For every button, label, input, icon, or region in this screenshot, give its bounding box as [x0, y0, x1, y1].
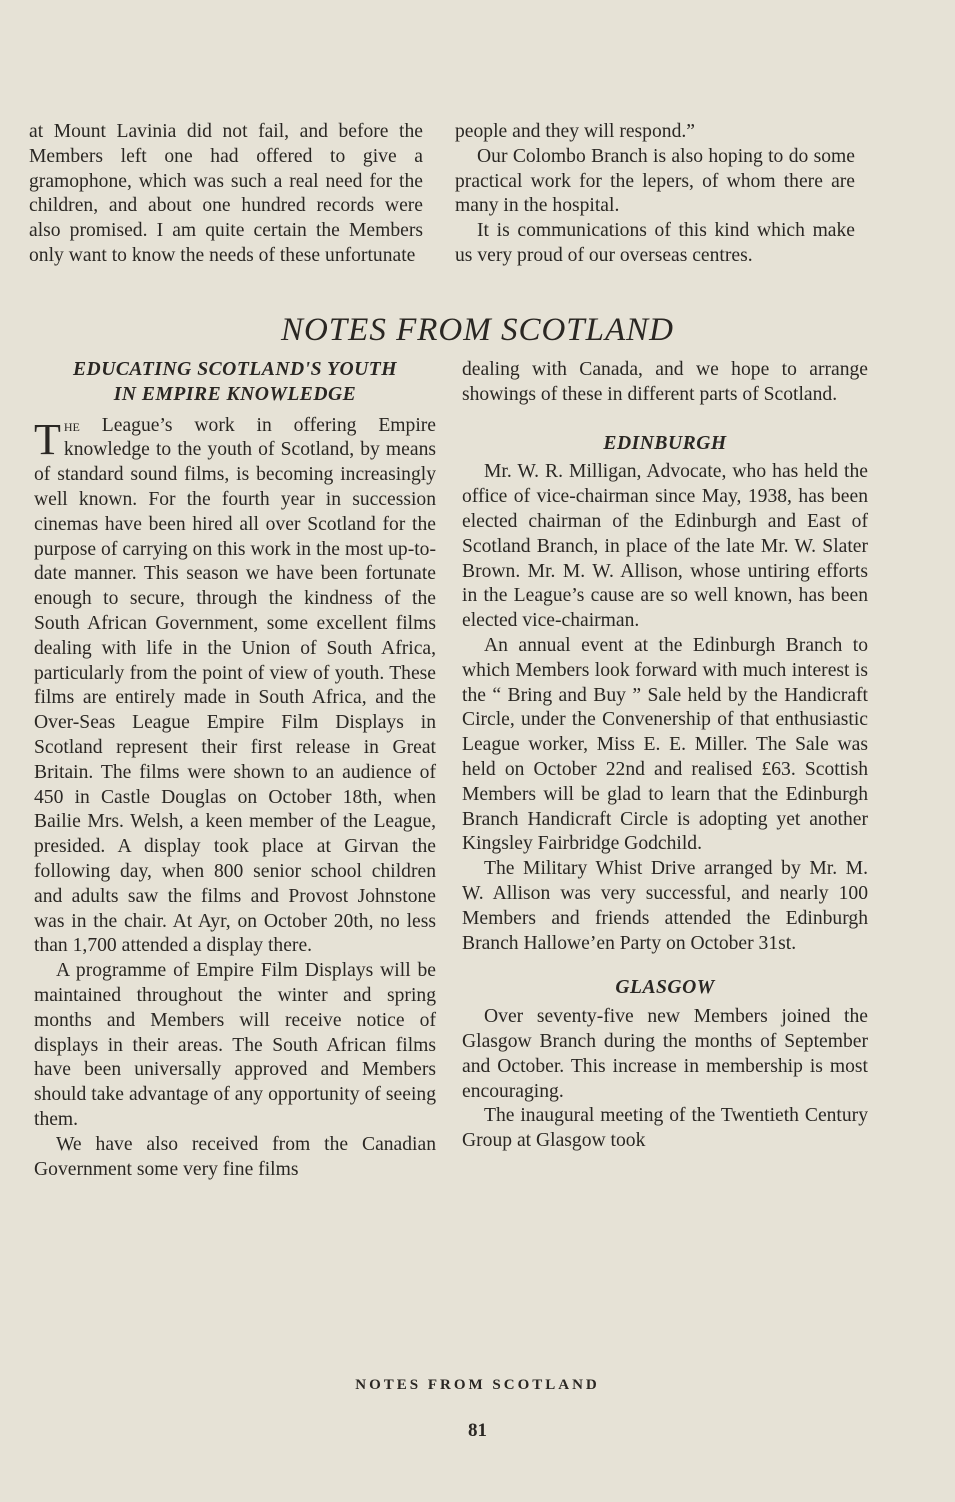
glasgow-heading: GLASGOW	[615, 977, 715, 999]
edinburgh-paragraph-3: The Military Whist Drive arranged by Mr. M. W. Allison was very successful, and nearly 100 Members and friends attended the Edinburgh Branch Hallowe’en Party on October 31st.	[462, 858, 868, 954]
page-number: 81	[468, 1420, 487, 1441]
colombo-continued-paragraph: at Mount Lavinia did not fail, and before the Members left one had offered to give a gramophone, which was such a real need for the children, and about one hundred records were also promised. I am quite certain the Members only want to know the needs of these unfortunate	[29, 121, 423, 266]
colombo-paragraph-3: It is communications of this kind which make us very proud of our overseas centres.	[455, 220, 855, 266]
youth-heading-line-2: IN EMPIRE KNOWLEDGE	[113, 383, 357, 405]
edinburgh-paragraph-2: An annual event at the Edinburgh Branch to which Members look forward with much interest is the “ Bring and Buy ” Sale held by the Handicraft Circle, under the Convenership of that enthusiastic League worker, Miss E. E. Miller. The Sale was held on October 22nd and realised £63. Scottish Members will be glad to learn that the Edinburgh Branch Handicraft Circle is adopting yet another Kingsley Fairbridge Godchild.	[462, 634, 868, 855]
youth-paragraph-3: We have also received from the Canadian Government some very fine films	[34, 1133, 436, 1180]
youth-continuation: dealing with Canada, and we hope to arrange showings of these in different parts of Scotland.	[462, 359, 868, 405]
right-column	[462, 358, 868, 1154]
running-footer: NOTES FROM SCOTLAND	[355, 1377, 600, 1393]
glasgow-paragraph-1: Over seventy-five new Members joined the Glasgow Branch during the months of September and October. This increase in membership is most encouraging.	[462, 1006, 868, 1102]
top-left-column	[29, 120, 423, 269]
edinburgh-heading: EDINBURGH	[603, 432, 727, 454]
youth-heading-line-1: EDUCATING SCOTLAND'S YOUTH	[72, 359, 397, 380]
drop-cap: T	[34, 414, 61, 464]
article-title: NOTES FROM SCOTLAND	[280, 312, 675, 348]
drop-cap-smallcaps: he	[63, 415, 80, 435]
left-column	[34, 358, 436, 1182]
youth-paragraph-1	[34, 414, 436, 960]
youth-paragraph-1-text: League’s work in offering Empire knowledge to the youth of Scotland, by means of standard sound films, is becoming increasingly well known. For the fourth year in succession cinemas have been hired all over Scotland for the purpose of carrying on this work in the most up-to-date manner. This season we have been fortunate enough to secure, through the kindness of the South African Government, some excellent films dealing with life in the Union of South Africa, particularly from the point of view of youth. These films are entirely made in South Africa, and the Over-Seas League Empire Film Displays in Scotland represent their first release in Great Britain. The films were shown to an audience of 450 in Castle Douglas on October 18th, when Bailie Mrs. Welsh, a keen member of the League, presided. A display took place at Girvan the following day, when 800 senior school children and adults saw the films and Provost Johnstone was in the chair. At Ayr, on October 20th, no less than 1,700 attended a display there.	[34, 414, 436, 957]
colombo-paragraph-1: people and they will respond.”	[455, 121, 695, 142]
youth-paragraph-2: A programme of Empire Film Displays will be maintained throughout the winter and spring months and Members will receive notice of displays in their areas. The South African films have been universally approved and Members should take advantage of any opportunity of seeing them.	[34, 960, 436, 1130]
glasgow-paragraph-2: The inaugural meeting of the Twentieth Century Group at Glasgow took	[462, 1105, 868, 1152]
edinburgh-paragraph-1: Mr. W. R. Milligan, Advocate, who has held the office of vice-chairman since May, 1938, has been elected chairman of the Edinburgh and East of Scotland Branch, in place of the late Mr. W. Slater Brown. Mr. M. W. Allison, whose untiring efforts in the League’s cause are so well known, has been elected vice-chairman.	[462, 461, 868, 632]
colombo-paragraph-2: Our Colombo Branch is also hoping to do some practical work for the lepers, of whom there are many in the hospital.	[455, 145, 855, 217]
top-right-column	[455, 120, 855, 269]
